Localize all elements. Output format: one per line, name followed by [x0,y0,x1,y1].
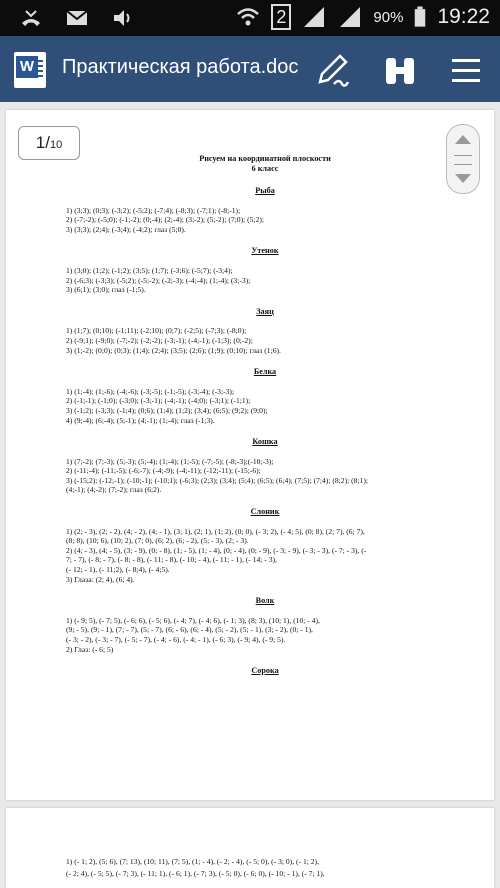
coordinate-line: 3) (1;-2); (0;0); (0;3); (1;4); (2;4); (3;5); (2;6); (1;9); (0;10); глаз (1;6). [66,345,281,355]
coordinate-line: 2) (-1;-1); (-1;0); (-3;0); (-3;-1); (-4;-1); (-4;0); (-3;1); (-1;1); [66,396,251,406]
reading-mode-icon[interactable] [380,50,420,90]
sim-indicator: 2 [271,4,291,30]
section-heading: Белка [253,367,277,377]
page-current: 1 [35,133,46,152]
doc-grade: 6 класс [251,164,279,173]
page-total: 10 [49,139,63,151]
volume-icon [110,5,136,31]
edit-pen-icon[interactable] [312,50,352,90]
missed-call-icon [18,5,44,31]
coordinate-line: (4;-1); (4;-2); (7;-2); глаз (6;2). [66,485,162,495]
wifi-icon [235,4,261,30]
section-heading: Волк [255,596,275,606]
coordinate-line: (8; 8), (10; 6), (10; 2), (7; 0), (6; 2), (6; - 2), (5; - 3), (2; - 3). [66,536,249,546]
coordinate-line: 1) (- 1; 2), (5; 6), (7; 13), (10; 11), (7; 5), (1; - 4), (- 2; - 4), (- 5; 0), (- 3; 0), (- 1; 2), [66,857,319,866]
coordinate-line: 1) (3;3); (0;3); (-3;2); (-5;2); (-7;4); (-8;3); (-7;1); (-8;-1); [66,205,241,215]
scroll-up-icon[interactable] [455,135,471,144]
coordinate-line: 3) (-15;2); (-12;-1); (-10;-1); (-10;1); (-6;3); (2;3); (3;4); (5;4); (6;5); (6;4); (7;5); (7;4); (8;2); (8;1); [66,475,368,485]
coordinate-line: 2) Глаз: (- 6; 5) [66,644,114,654]
coordinate-line: 3) (6;1); (3;0); глаз (-1;5). [66,285,146,295]
page-indicator: 1/10 [18,126,80,160]
section-heading: Сорока [251,666,279,676]
coordinate-line: (9; - 5), (9; - 1), (7; - 7), (5; - 7), (6; - 6), (6; - 4), (5; - 2), (5; - 1), (3; - 2), (0; - 1), [66,625,313,635]
coordinate-line: 2) (-6;3); (-3;3); (-5;2); (-5;-2); (-2;-3); (-4;-4); (1;-4); (3;-3); [66,275,251,285]
word-logo-letter: W [16,56,38,78]
coordinate-line: 2) (-7;-2); (-5;0); (-1;-2); (0;-4); (2;-4); (3;-2); (5;-2); (7;0); (5;2); [66,215,265,225]
coordinate-line: (- 3; - 2), (- 3; - 7), (- 5; - 7), (- 4; - 6), (- 4; - 1), (- 6; 3), (- 9; 4), (- 9; 5). [66,635,286,644]
coordinate-line: 2) (-11;-4); (-11;-5); (-6;-7); (-4;-9); (-4;-11); (-12;-11); (-15;-6); [66,466,261,476]
coordinate-line: 2) (4; - 3), (4; - 5), (3; - 9), (0; - 8), (1; - 5), (1; - 4), (0; - 4), (0; - 9), (- 3; - 9), (- 3; - 3), (- 7; - 3), (- [66,545,367,555]
coordinate-line: 1) (- 9; 5), (- 7; 5), (- 6; 6), (- 5; 6), (- 4; 7), (- 4; 6), (- 1; 3), (8; 3), (10; 1), (10; - 4), [66,615,320,625]
document-viewer[interactable] [0,102,500,888]
app-bar [0,36,500,102]
page-2-content [66,856,464,880]
document-title: Практическая работа.doc [62,56,299,78]
coordinate-line: 1) (1;7); (0;10); (-1;11); (-2;10); (0;7); (-2;5); (-7;3); (-8;0); [66,326,247,336]
signal-icon-2 [337,4,363,30]
word-doc-icon [14,52,46,88]
coordinate-line: 4) (9;-4); (6;-4); (5;-1); (4;-1); (1;-4); глаз (-1;3). [66,415,215,425]
status-bar [0,0,500,36]
battery-level: 90% [373,8,404,26]
section-heading: Утенок [251,246,279,256]
section-heading: Слоник [250,507,280,517]
coordinate-line: 1) (3;0); (1;2); (-1;2); (3;5); (1;7); (-3;6); (-5;7); (-3;4); [66,265,233,275]
coordinate-line: 1) (1;-4); (1;-6); (-4;-6); (-3;-5); (-1;-5); (-3;-4); (-3;-3); [66,386,235,396]
coordinate-line: (- 2; 4), (- 5; 5), (- 7; 3), (- 11; 1), (- 6; 1), (- 7; 3), (- 5; 0), (- 6; 0), (- 10; - 1), (- 7; 1), [66,869,325,878]
battery-icon [413,4,427,30]
coordinate-line: 3) (3;3); (2;4); (-3;4); (-4;2); глаз (5;0). [66,224,186,234]
section-heading: Кошка [252,437,278,447]
coordinate-line: 1) (7;-2); (7;-3); (5;-3); (5;-4); (1;-4); (1;-5); (-7;-5); (-8;-3);(-10;-3); [66,456,274,466]
coordinate-line: 3) Глаза: (2; 4), (6; 4). [66,574,135,584]
document-content [66,154,464,686]
section-heading: Рыба [255,186,275,195]
coordinate-line: 7; - 7), (- 8; - 7), (- 8; - 8), (- 11; - 8), (- 10; - 4), (- 11; - 1), (- 14; - 3), [66,555,277,565]
coordinate-line: 1) (2; - 3), (2; - 2), (4; - 2), (4; - 1), (3; 1), (2; 1), (1; 2), (0; 0), (- 3; 2), (- 4; 5), (0; 8), (2; 7), (6; 7), [66,526,365,536]
coordinate-line: (- 12; - 1), (- 11;2), (- 8;4), (- 4;5). [66,565,170,575]
section-heading: Заяц [256,306,274,316]
document-page-1 [6,110,494,800]
clock: 19:22 [437,5,490,28]
email-icon [64,5,90,31]
coordinate-line: 3) (-1;2); (-3;3); (-1;4); (0;6); (1;4); (1;2); (3;4); (6;5); (9;2); (9;0); [66,405,268,415]
signal-icon [301,4,327,30]
menu-icon[interactable] [446,50,486,90]
doc-title: Рисуем на координатной плоскости [199,154,331,163]
coordinate-line: 2) (-9;1); (-9;0); (-7;-2); (-2;-2); (-3;-1); (-4;-1); (-1;3); (0;-2); [66,335,253,345]
document-page-2 [6,808,494,888]
